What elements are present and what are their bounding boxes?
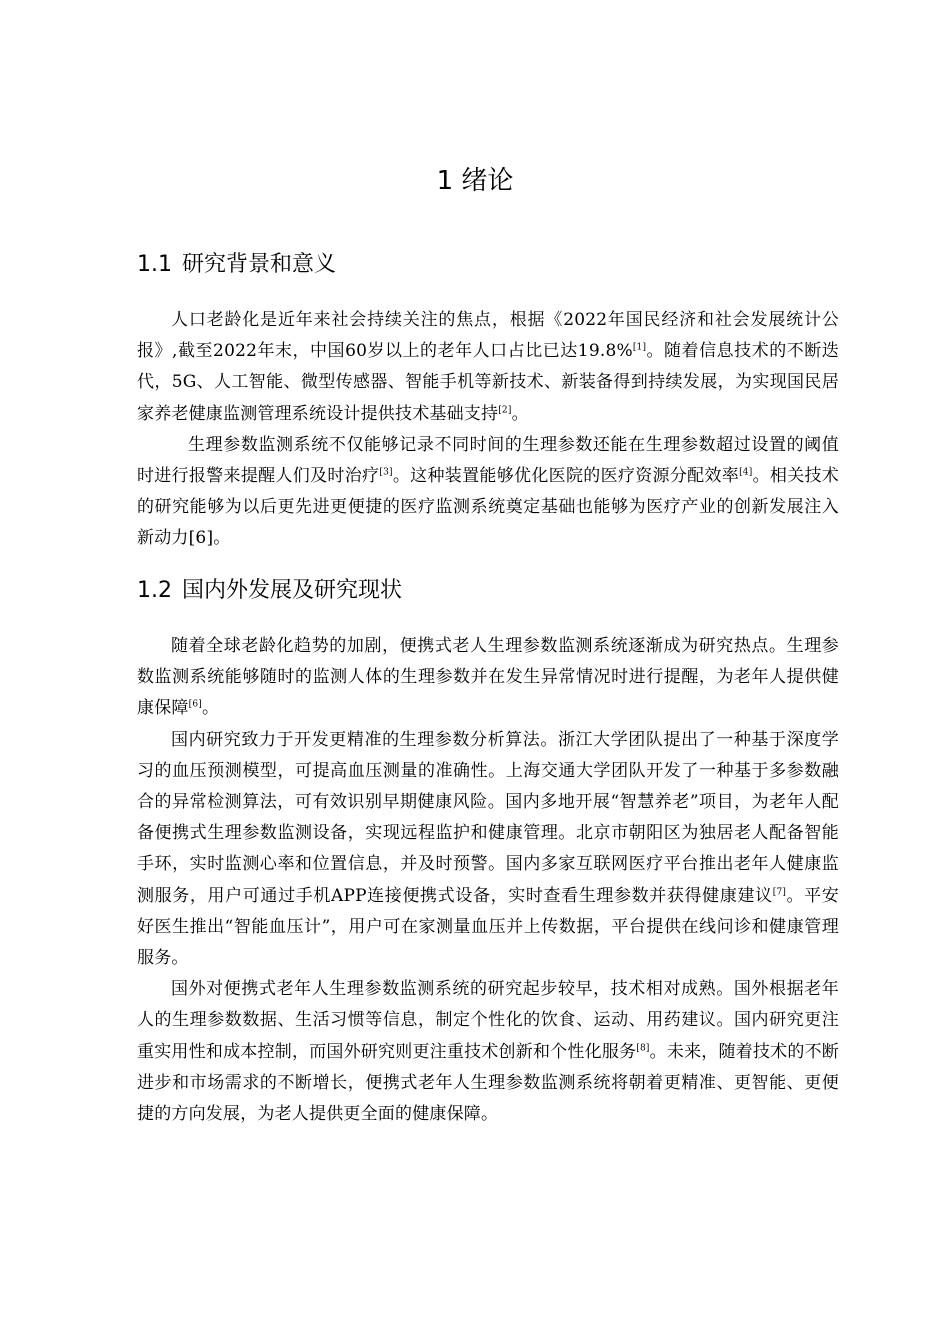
paragraph-text: 国外对便携式老年人生理参数监测系统的研究起步较早，技术相对成熟。国外根据老年人的生理参数数据、生活习惯等信息，制定个性化的饮食、运动、用药建议。国内研究更注重实用性和成本控制，而国外研究则更注重技术创新和个性化服务 xyxy=(137,979,839,1062)
paragraph-text: 。这种装置能够优化医院的医疗资源分配效率 xyxy=(392,466,740,487)
section-number: 1.1 xyxy=(137,252,172,277)
section-heading-1-1 xyxy=(137,250,336,280)
paragraph-text: 。 xyxy=(511,403,529,424)
section-body-1-1 xyxy=(137,305,839,555)
citation-ref: [1] xyxy=(632,342,647,353)
section-title: 国内外发展及研究现状 xyxy=(182,578,403,603)
citation-ref: [4] xyxy=(739,467,753,478)
paragraph xyxy=(137,725,839,975)
citation-ref: [8] xyxy=(636,1042,650,1053)
section-title: 研究背景和意义 xyxy=(182,252,337,277)
paragraph-text: 。相关技术的研究能够为以后更先进更便捷的医疗监测系统奠定基础也能够为医疗产业的创新发展注入新动力[6]。 xyxy=(137,466,840,549)
paragraph-text: 人口老龄化是近年来社会持续关注的焦点，根据《2022年国民经济和社会发展统计公报》,截至2022年末，中国60岁以上的老年人口占比已达19.8% xyxy=(137,310,839,362)
paragraph-text: 。未来，随着技术的不断进步和市场需求的不断增长，便携式老年人生理参数监测系统将朝着更精准、更智能、更便捷的方向发展，为老人提供更全面的健康保障。 xyxy=(137,1041,839,1125)
citation-ref: [6] xyxy=(188,699,202,710)
paragraph-text: 。 xyxy=(201,698,220,719)
paragraph-text: 。平安好医生推出“智能血压计”，用户可在家测量血压并上传数据，平台提供在线问诊和健康管理服务。 xyxy=(137,885,839,969)
section-body-1-2 xyxy=(137,631,839,1130)
citation-ref: [7] xyxy=(772,886,787,897)
paragraph-text: 国内研究致力于开发更精准的生理参数分析算法。浙江大学团队提出了一种基于深度学习的血压预测模型，可提高血压测量的准确性。上海交通大学团队开发了一种基于多参数融合的异常检测算法，可有效识别早期健康风险。国内多地开展“智慧养老”项目，为老年人配备便携式生理参数监测设备，实现远程监护和健康管理。北京市朝阳区为独居老人配备智能手环，实时监测心率和位置信息，并及时预警。国内多家互联网医疗平台推出老年人健康监测服务，用户可通过手机APP连接便携式设备，实时查看生理参数并获得健康建议 xyxy=(137,729,839,906)
chapter-title: 1 绪论 xyxy=(436,166,514,196)
paragraph-text: 。随着信息技术的不断迭代，5G、人工智能、微型传感器、智能手机等新技术、新装备得到持续发展，为实现国民居家养老健康监测管理系统设计提供技术基础支持 xyxy=(137,341,839,424)
paragraph-text: 随着全球老龄化趋势的加剧，便携式老人生理参数监测系统逐渐成为研究热点。生理参数监测系统能够随时的监测人体的生理参数并在发生异常情况时进行提醒，为老年人提供健康保障 xyxy=(137,636,839,719)
paragraph xyxy=(137,430,839,555)
paragraph-text: 生理参数监测系统不仅能够记录不同时间的生理参数还能在生理参数超过设置的阈值时进行报警来提醒人们及时治疗 xyxy=(137,434,839,487)
paragraph xyxy=(137,974,839,1130)
section-number: 1.2 xyxy=(137,578,172,603)
citation-ref: [2] xyxy=(498,404,512,415)
paragraph xyxy=(137,631,839,725)
paragraph xyxy=(137,305,839,430)
section-heading-1-2 xyxy=(137,576,402,606)
citation-ref: [3] xyxy=(379,467,393,478)
